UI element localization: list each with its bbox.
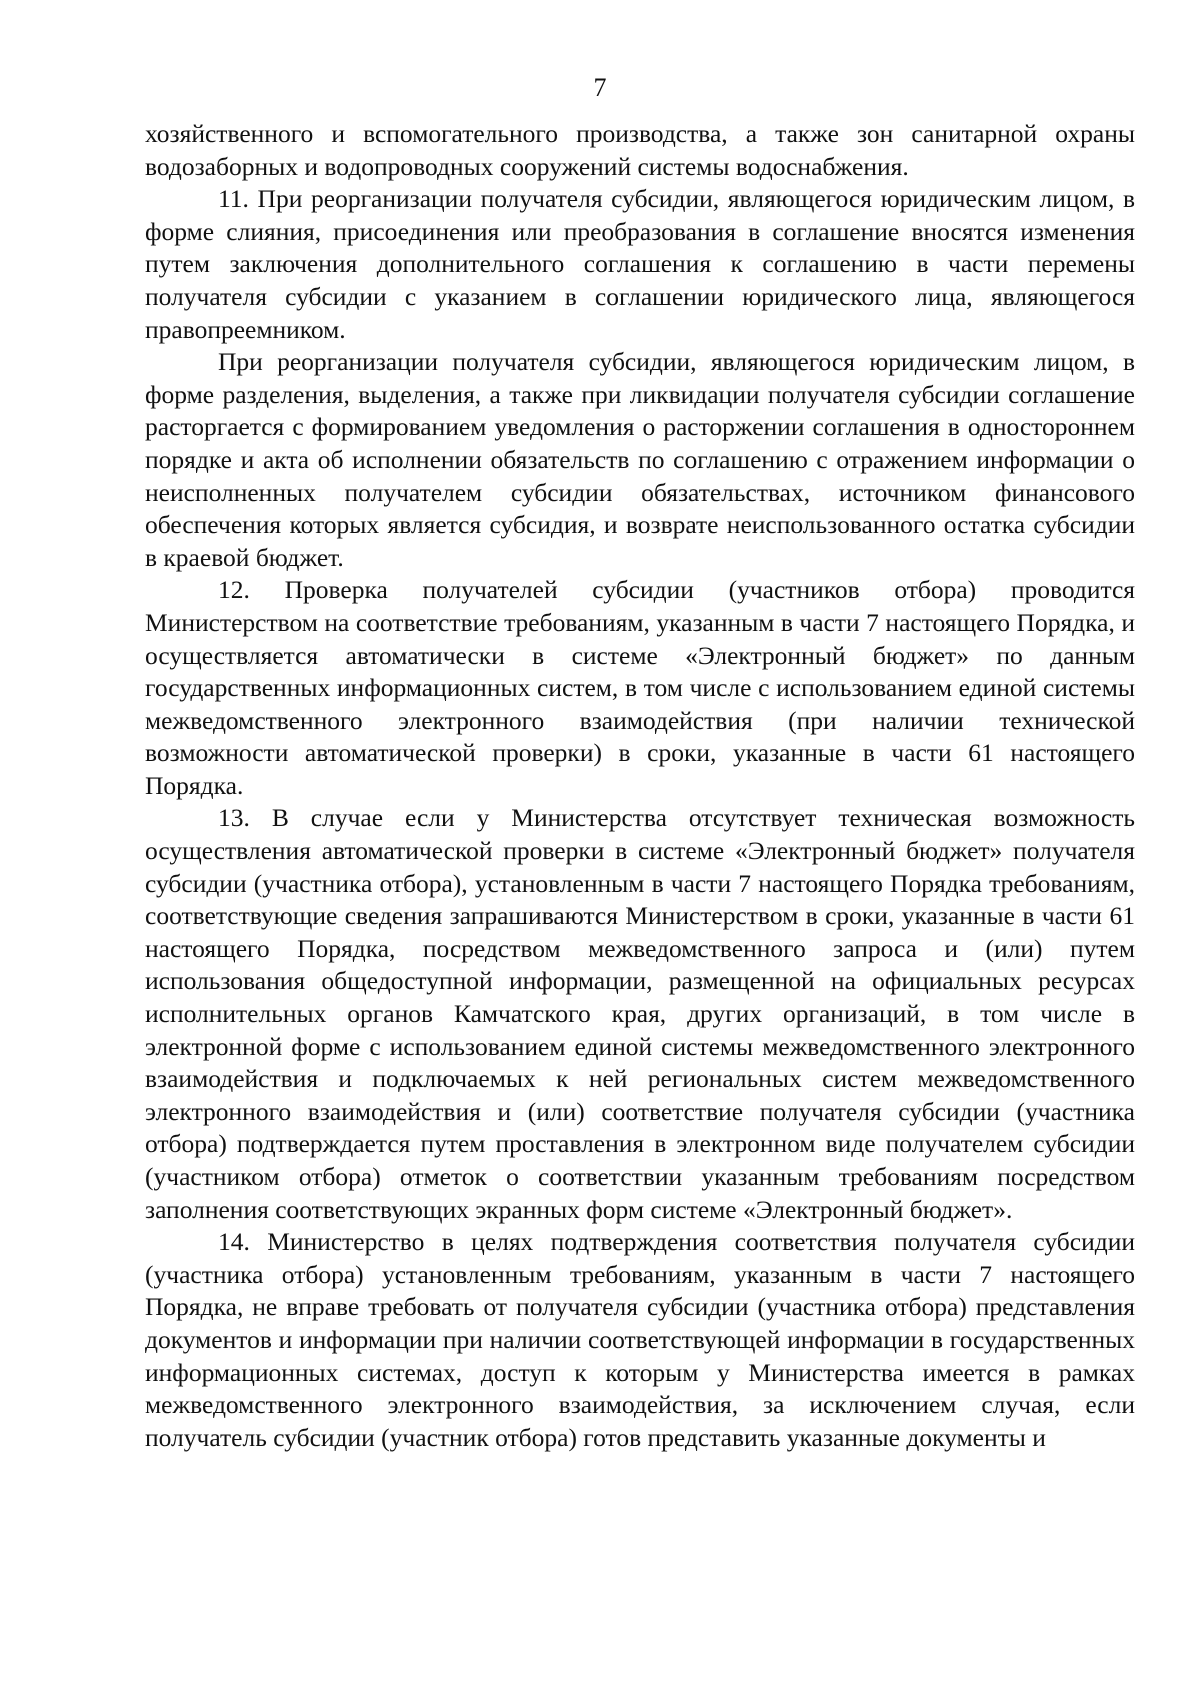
document-body	[145, 118, 1135, 1454]
paragraph-14: 14. Министерство в целях подтверждения соответствия получателя субсидии (участника отбора) установленным требованиям, указанным в части 7 настоящего Порядка, не вправе требовать от получателя субсидии (участника отбора) представления документов и информации при наличии соответствующей информации в государственных информационных системах, доступ к которым у Министерства имеется в рамках межведомственного электронного взаимодействия, за исключением случая, если получатель субсидии (участник отбора) готов представить указанные документы и	[145, 1227, 1135, 1452]
paragraph-13: 13. В случае если у Министерства отсутствует техническая возможность осуществления автоматической проверки в системе «Электронный бюджет» получателя субсидии (участника отбора), установленным в части 7 настоящего Порядка требованиям, соответствующие сведения запрашиваются Министерством в сроки, указанные в части 61 настоящего Порядка, посредством межведомственного запроса и (или) путем использования общедоступной информации, размещенной на официальных ресурсах исполнительных органов Камчатского края, других организаций, в том числе в электронной форме с использованием единой системы межведомственного электронного взаимодействия и подключаемых к ней региональных систем межведомственного электронного взаимодействия и (или) соответствие получателя субсидии (участника отбора) подтверждается путем проставления в электронном виде получателем субсидии (участником отбора) отметок о соответствии указанным требованиям посредством заполнения соответствующих экранных форм системе «Электронный бюджет».	[145, 803, 1135, 1224]
paragraph-continuation: хозяйственного и вспомогательного производства, а также зон санитарной охраны водозаборных и водопроводных сооружений системы водоснабжения.	[145, 119, 1135, 181]
paragraph-11-reorganization: При реорганизации получателя субсидии, являющегося юридическим лицом, в форме разделения, выделения, а также при ликвидации получателя субсидии соглашение расторгается с формированием уведомления о расторжении соглашения в одностороннем порядке и акта об исполнении обязательств по соглашению с отражением информации о неисполненных получателем субсидии обязательствах, источником финансового обеспечения которых является субсидия, и возврате неиспользованного остатка субсидии в краевой бюджет.	[145, 347, 1135, 572]
paragraph-12: 12. Проверка получателей субсидии (участников отбора) проводится Министерством на соответствие требованиям, указанным в части 7 настоящего Порядка, и осуществляется автоматически в системе «Электронный бюджет» по данным государственных информационных систем, в том числе с использованием единой системы межведомственного электронного взаимодействия (при наличии технической возможности автоматической проверки) в сроки, указанные в части 61 настоящего Порядка.	[145, 575, 1135, 800]
page-number: 7	[593, 73, 607, 102]
paragraph-11: 11. При реорганизации получателя субсидии, являющегося юридическим лицом, в форме слияния, присоединения или преобразования в соглашение вносятся изменения путем заключения дополнительного соглашения к соглашению в части перемены получателя субсидии с указанием в соглашении юридического лица, являющегося правопреемником.	[145, 184, 1135, 344]
